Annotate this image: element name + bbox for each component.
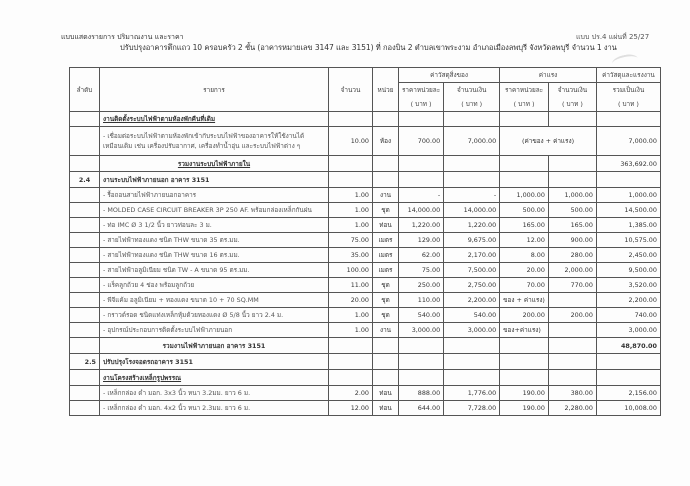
- qty: 1.00: [329, 188, 373, 203]
- material-unit-price: 110.00: [399, 293, 444, 308]
- row-total: 7,000.00: [596, 127, 660, 156]
- table-row: [70, 386, 661, 401]
- col-no-header: ลำดับ: [70, 68, 100, 112]
- qty: 1.00: [329, 308, 373, 323]
- labor-note: ของ+ค่าแรง): [500, 323, 549, 338]
- item-description: - เหล็กกล่อง ดำ มอก. 3x3 นิ้ว หนา 3.2มม. ยาว 6 ม.: [100, 386, 329, 401]
- qty: 75.00: [329, 233, 373, 248]
- table-row: [70, 401, 661, 416]
- labor-unit-price: 1,000.00: [500, 188, 549, 203]
- section-title: งานติดตั้งระบบไฟฟ้าตามห้องพักคืนที่เดิม: [100, 112, 329, 127]
- material-unit-price: 75.00: [399, 263, 444, 278]
- unit: ท่อน: [373, 386, 399, 401]
- subtotal-row: [70, 156, 661, 172]
- material-unit-price: -: [399, 188, 444, 203]
- labor-unit-price: 200.00: [500, 308, 549, 323]
- row-total: 14,500.00: [596, 203, 660, 218]
- subtotal-row: [70, 338, 661, 354]
- material-amount: 9,675.00: [444, 233, 500, 248]
- group-title: งานระบบไฟฟ้าภายนอก อาคาร 3151: [100, 172, 329, 188]
- table-row: [70, 188, 661, 203]
- material-amount: 2,170.00: [444, 248, 500, 263]
- table-row: [70, 112, 661, 127]
- item-description: - เชื่อมต่อระบบไฟฟ้าตามห้องพักเข้ากับระบบไฟฟ้าของอาคารให้ใช้งานได้ เหมือนเดิม เช่น เครื่องปรับอากาศ, เครื่องทำน้ำอุ่น และระบบไฟฟ้าต่าง ๆ: [100, 127, 329, 156]
- row-number: [70, 233, 100, 248]
- material-unit-price: 1,220.00: [399, 218, 444, 233]
- col-item-header: รายการ: [100, 68, 329, 112]
- table-row: [70, 263, 661, 278]
- row-number: [70, 248, 100, 263]
- labor-amount-header: จำนวนเงิน: [548, 83, 596, 98]
- row-total: 1,385.00: [596, 218, 660, 233]
- material-unit-price: 700.00: [399, 127, 444, 156]
- material-amount: 7,000.00: [444, 127, 500, 156]
- labor-amount: 200.00: [548, 308, 596, 323]
- labor-amount: 1,000.00: [548, 188, 596, 203]
- form-number: แบบ ปร.4 แผ่นที่ 25/27: [576, 33, 650, 41]
- unit: ท่อน: [373, 218, 399, 233]
- unit: งาน: [373, 323, 399, 338]
- baht-label: ( บาท ): [500, 97, 549, 112]
- labor-unit-price-header: ราคาหน่วยละ: [500, 83, 549, 98]
- row-number: [70, 308, 100, 323]
- labor-unit-price: 12.00: [500, 233, 549, 248]
- row-number: [70, 293, 100, 308]
- labor-unit-price: 165.00: [500, 218, 549, 233]
- labor-unit-price: 8.00: [500, 248, 549, 263]
- table-row: [70, 248, 661, 263]
- item-description: - MOLDED CASE CIRCUIT BREAKER 3P 250 AF. พร้อมกล่องเหล็กกันฝน: [100, 203, 329, 218]
- material-amount: 14,000.00: [444, 203, 500, 218]
- labor-amount: 2,280.00: [548, 401, 596, 416]
- material-amount: 7,500.00: [444, 263, 500, 278]
- table-row: [70, 233, 661, 248]
- row-number: [70, 401, 100, 416]
- material-unit-price: 644.00: [399, 401, 444, 416]
- qty: 100.00: [329, 263, 373, 278]
- material-unit-price: 62.00: [399, 248, 444, 263]
- row-number: [70, 218, 100, 233]
- table-row: [70, 203, 661, 218]
- row-total: 2,450.00: [596, 248, 660, 263]
- material-unit-price: 250.00: [399, 278, 444, 293]
- material-unit-price: 540.00: [399, 308, 444, 323]
- material-unit-price: 129.00: [399, 233, 444, 248]
- qty: 1.00: [329, 203, 373, 218]
- row-total: 740.00: [596, 308, 660, 323]
- row-total: 9,500.00: [596, 263, 660, 278]
- item-description: - สายไฟฟ้าอลูมิเนียม ชนิด TW - A ขนาด 95 ตร.มม.: [100, 263, 329, 278]
- subtotal-label: รวมงานไฟฟ้าภายนอก อาคาร 3151: [100, 338, 329, 354]
- labor-amount: 2,000.00: [548, 263, 596, 278]
- item-description: - สายไฟฟ้าทองแดง ชนิด THW ขนาด 16 ตร.มม.: [100, 248, 329, 263]
- qty: 10.00: [329, 127, 373, 156]
- qty: 35.00: [329, 248, 373, 263]
- subtotal-value: 363,692.00: [596, 156, 660, 172]
- labor-unit-price: 20.00: [500, 263, 549, 278]
- item-description: - กราวด์รอด ชนิดแท่งเหล็กหุ้มด้วยทองแดง Ø 5/8 นิ้ว ยาว 2.4 ม.: [100, 308, 329, 323]
- unit: เมตร: [373, 233, 399, 248]
- material-amount: 7,728.00: [444, 401, 500, 416]
- labor-unit-price: 190.00: [500, 386, 549, 401]
- material-amount: 1,220.00: [444, 218, 500, 233]
- item-description: - เหล็กกล่อง ดำ มอก. 4x2 นิ้ว หนา 2.3มม. ยาว 6 ม.: [100, 401, 329, 416]
- document-subtitle: ปรับปรุงอาคารตึกแถว 10 ครอบครัว 2 ชั้น (อาคารหมายเลข 3147 และ 3151) ที่ กองบิน 2 ตำบลเขาพระงาม อำเภอเมืองลพบุรี จังหวัดลพบุรี จำนวน 1 งาน: [120, 43, 617, 52]
- baht-label: ( บาท ): [548, 97, 596, 112]
- group-number: 2.4: [70, 172, 100, 188]
- subtotal-value: 48,870.00: [596, 338, 660, 354]
- unit: ห้อง: [373, 127, 399, 156]
- material-unit-price-header: ราคาหน่วยละ: [399, 83, 444, 98]
- labor-amount: [548, 293, 596, 308]
- material-amount-header: จำนวนเงิน: [444, 83, 500, 98]
- section-title: งานโครงสร้างเหล็กรูปพรรณ: [100, 370, 329, 386]
- item-description: - อุปกรณ์ประกอบการติดตั้งระบบไฟฟ้าภายนอก: [100, 323, 329, 338]
- row-total: 2,200.00: [596, 293, 660, 308]
- item-description: - สายไฟฟ้าทองแดง ชนิด THW ขนาด 35 ตร.มม.: [100, 233, 329, 248]
- row-number: [70, 188, 100, 203]
- material-unit-price: 888.00: [399, 386, 444, 401]
- labor-amount: 380.00: [548, 386, 596, 401]
- table-row: [70, 293, 661, 308]
- row-number: [70, 203, 100, 218]
- total-header: รวมเป็นเงิน: [596, 83, 660, 98]
- unit: ชุด: [373, 278, 399, 293]
- labor-unit-price: 190.00: [500, 401, 549, 416]
- row-total: 3,520.00: [596, 278, 660, 293]
- row-number: [70, 323, 100, 338]
- baht-label: ( บาท ): [596, 97, 660, 112]
- unit: ชุด: [373, 203, 399, 218]
- labor-note: ของ + ค่าแรง): [500, 293, 549, 308]
- row-total: 3,000.00: [596, 323, 660, 338]
- table-row: [70, 370, 661, 386]
- material-amount: 2,200.00: [444, 293, 500, 308]
- material-amount: 2,750.00: [444, 278, 500, 293]
- labor-group-header: ค่าแรง: [500, 68, 597, 83]
- row-number: [70, 386, 100, 401]
- material-amount: -: [444, 188, 500, 203]
- labor-amount: [548, 323, 596, 338]
- labor-note: (ค่าของ + ค่าแรง): [500, 127, 597, 156]
- labor-amount: 165.00: [548, 218, 596, 233]
- row-total: 10,008.00: [596, 401, 660, 416]
- qty: 11.00: [329, 278, 373, 293]
- material-unit-price: 14,000.00: [399, 203, 444, 218]
- material-amount: 1,776.00: [444, 386, 500, 401]
- labor-amount: 770.00: [548, 278, 596, 293]
- unit: ท่อน: [373, 401, 399, 416]
- row-total: 1,000.00: [596, 188, 660, 203]
- baht-label: ( บาท ): [399, 97, 444, 112]
- labor-unit-price: 500.00: [500, 203, 549, 218]
- document-title: แบบแสดงรายการ ปริมาณงาน และราคา: [61, 33, 184, 41]
- item-description: - ท่อ IMC Ø 3 1/2 นิ้ว ยาวท่อนละ 3 ม.: [100, 218, 329, 233]
- group-row: [70, 172, 661, 188]
- table-row: [70, 278, 661, 293]
- material-amount: 540.00: [444, 308, 500, 323]
- unit: เมตร: [373, 248, 399, 263]
- boq-table: [69, 67, 661, 416]
- qty: 20.00: [329, 293, 373, 308]
- table-row: [70, 308, 661, 323]
- table-row: [70, 127, 661, 156]
- row-total: 2,156.00: [596, 386, 660, 401]
- subtotal-label: รวมงานระบบไฟฟ้าภายใน: [100, 156, 329, 172]
- group-number: 2.5: [70, 354, 100, 370]
- material-group-header: ค่าวัสดุสิ่งของ: [399, 68, 500, 83]
- group-row: [70, 354, 661, 370]
- col-qty-header: จำนวน: [329, 68, 373, 112]
- baht-label: ( บาท ): [444, 97, 500, 112]
- labor-amount: 500.00: [548, 203, 596, 218]
- item-description: - แร็คลูกถ้วย 4 ช่อง พร้อมลูกถ้วย: [100, 278, 329, 293]
- group-title: ปรับปรุงโรงจอดรถอาคาร 3151: [100, 354, 329, 370]
- row-number: [70, 263, 100, 278]
- table-row: [70, 218, 661, 233]
- item-description: - รื้อถอนสายไฟฟ้าภายนอกอาคาร: [100, 188, 329, 203]
- qty: 1.00: [329, 218, 373, 233]
- col-unit-header: หน่วย: [373, 68, 399, 112]
- table-row: [70, 323, 661, 338]
- item-description: - พีจีแค้ม อลูมิเนียม + ทองแดง ขนาด 10 + 70 SQ.MM: [100, 293, 329, 308]
- row-total: 10,575.00: [596, 233, 660, 248]
- labor-amount: 900.00: [548, 233, 596, 248]
- qty: 12.00: [329, 401, 373, 416]
- total-group-header: ค่าวัสดุและแรงงาน: [596, 68, 660, 83]
- labor-amount: 280.00: [548, 248, 596, 263]
- unit: ชุด: [373, 293, 399, 308]
- material-amount: 3,000.00: [444, 323, 500, 338]
- labor-unit-price: 70.00: [500, 278, 549, 293]
- unit: เมตร: [373, 263, 399, 278]
- row-number: [70, 278, 100, 293]
- unit: ชุด: [373, 308, 399, 323]
- material-unit-price: 3,000.00: [399, 323, 444, 338]
- qty: 1.00: [329, 323, 373, 338]
- unit: งาน: [373, 188, 399, 203]
- qty: 2.00: [329, 386, 373, 401]
